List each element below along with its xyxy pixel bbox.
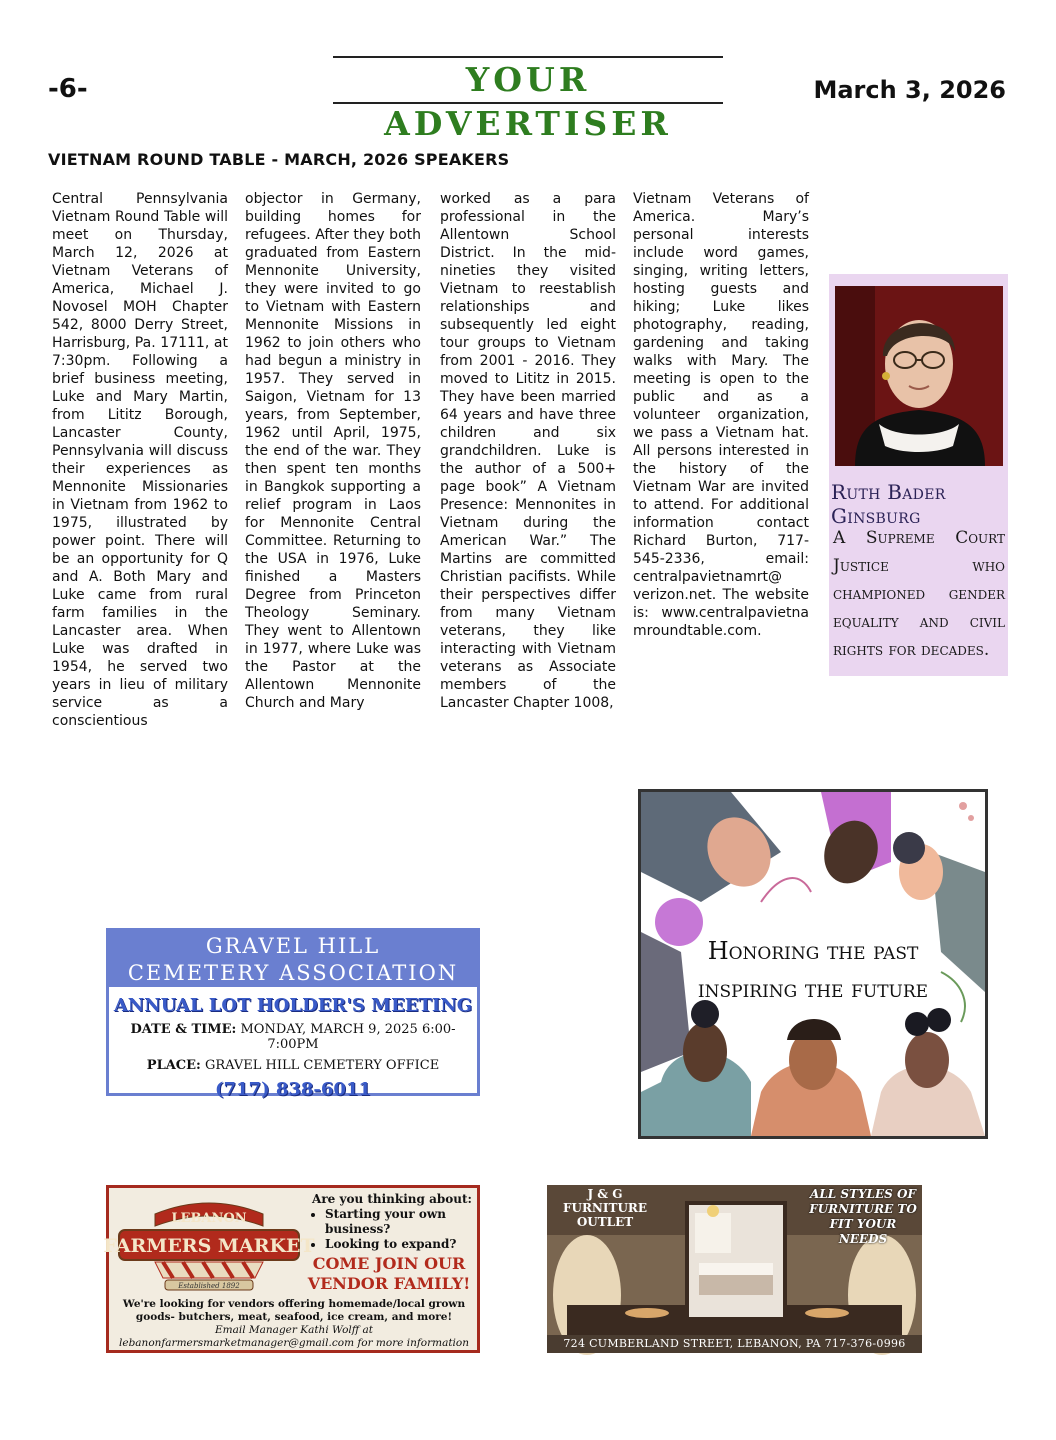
logo-lebanon-text: LEBANON (171, 1211, 247, 1226)
farmers-market-email-1: Email Manager Kathi Wolff at (214, 1324, 374, 1336)
rbg-portrait (835, 286, 1003, 466)
farmers-market-ad (103, 1185, 480, 1353)
article-column-1: Central Pennsylvania Vietnam Round Table will meet on Thursday, March 12, 2026 at Vietnam Veterans of America, Michael J. Novosel MOH Chapter 542, 8000 Derry Street, Harrisburg, Pa. 17111, at 7:30pm. Following a brief business meeting, Luke and Mary Martin, from Lititz Borough, Lancaster County, Pennsylvania will discuss their experiences as Mennonite Missionaries in Vietnam from 1962 to 1975, illustrated by power point. There will be an opportunity for Q and A. Both Mary and Luke came from rural farm families in the Lancaster area. When Luke was drafted in 1954, he served two years in lieu of military service as a conscientious (52, 191, 228, 729)
issue-date: March 3, 2026 (813, 76, 1006, 104)
furniture-ad (547, 1185, 922, 1353)
article-title: VIETNAM ROUND TABLE - MARCH, 2026 SPEAKERS (48, 150, 510, 169)
masthead (333, 56, 723, 143)
gravel-hill-place-value: GRAVEL HILL CEMETERY OFFICE (205, 1058, 440, 1073)
farmers-market-looking: We're looking for vendors offering homemade/local grown goods- butchers, meat, seafood, ice cream, and more! (122, 1298, 466, 1323)
masthead-title: YOUR ADVERTISER (384, 60, 672, 143)
furniture-name: J & G FURNITURE OUTLET (562, 1187, 648, 1229)
rbg-name: Ruth Bader Ginsburg (831, 480, 946, 528)
furniture-tagline: ALL STYLES OF FURNITURE TO FIT YOUR NEEDS (809, 1187, 917, 1246)
farmers-market-cta: COME JOIN OUR VENDOR FAMILY! (307, 1254, 471, 1293)
rbg-description: A Supreme Court Justice who championed gender equality and civil rights for decades. (833, 528, 1005, 660)
honoring-ad (638, 789, 988, 1139)
farmers-market-bullets (325, 1207, 477, 1252)
gravel-hill-meeting: ANNUAL LOT HOLDER'S MEETING (113, 995, 473, 1016)
gravel-hill-ad (106, 928, 480, 1100)
gravel-hill-phone: (717) 838-6011 (214, 1079, 371, 1100)
logo-market-text: FARMERS MARKET (103, 1235, 315, 1257)
article-column-2: objector in Germany, building homes for refugees. After they both graduated from Eastern Mennonite University, they were invited to go to Vietnam with Eastern Mennonite Missions in 1962 to join others who had begun a ministry in 1957. They served in Saigon, Vietnam for 13 years, from September, 1962 until April, 1975, the end of the war. They then spent ten months in Bangkok supporting a relief program in Laos for Mennonite Central Committee. Returning to the USA in 1976, Luke finished a Masters Degree from Princeton Theology Seminary. They went to Allentown in 1977, where Luke was the Pastor at the Allentown Mennonite Church and Mary (245, 191, 421, 711)
page-number: -6- (48, 74, 88, 104)
rbg-card (829, 274, 1008, 676)
farmers-market-logo (103, 1196, 315, 1302)
farmers-market-question-text: Are you thinking about: (312, 1192, 472, 1206)
gravel-hill-place-label: PLACE: (146, 1058, 201, 1073)
article-column-3: worked as a para professional in the Allentown School District. In the mid-nineties they visited Vietnam to reestablish relationships and subsequently led eight tour groups to Vietnam from 2001 - 2016. They moved to Lititz in 2015. They have been married 64 years and have three children and six grandchildren. Luke is the author of a 500+ page book” A Vietnam Presence: Mennonites in Vietnam during the American War.” The Martins are committed Christian pacifists. While their perspectives differ from many Vietnam veterans, they like interacting with Vietnam veterans as Associate members of the Lancaster Chapter 1008, (440, 191, 616, 711)
gravel-hill-date-value: MONDAY, MARCH 9, 2025 6:00-7:00PM (240, 1022, 456, 1052)
honoring-line2: inspiring the future (697, 975, 929, 1003)
logo-established-text: Established 1892 (178, 1282, 240, 1290)
farmers-market-question (307, 1192, 477, 1252)
honoring-line1: Honoring the past (707, 937, 919, 965)
gravel-hill-line1: GRAVEL HILL (205, 934, 381, 958)
gravel-hill-date-label: DATE & TIME: (130, 1022, 237, 1037)
farmers-market-details (113, 1298, 475, 1350)
gravel-hill-date-row (109, 1022, 477, 1052)
honoring-text (641, 932, 985, 1008)
gravel-hill-header (109, 931, 477, 987)
farmers-market-email-2: lebanonfarmersmarketmanager@gmail.com for more information (119, 1337, 469, 1349)
gravel-hill-line2: CEMETERY ASSOCIATION (127, 961, 459, 985)
article-column-4: Vietnam Veterans of America. Mary’s personal interests include word games, singing, writing letters, hosting guests and hiking; Luke likes photography, reading, gardening and taking walks with Mary. The meeting is open to the public and as a volunteer organization, we pass a Vietnam hat. All persons interested in the history of the Vietnam War are invited to attend. For additional information contact Richard Burton, 717-545-2336, email: centralpavietnamrt@ verizon.net. The website is: www.centralpavietna mroundtable.com. (633, 191, 809, 639)
farmers-market-bullet-2: • Looking to expand? (325, 1237, 477, 1252)
gravel-hill-place-row (109, 1058, 477, 1073)
furniture-address: 724 CUMBERLAND STREET, LEBANON, PA 717-376-0996 (547, 1335, 922, 1353)
farmers-market-bullet-1: • Starting your own business? (325, 1207, 477, 1237)
